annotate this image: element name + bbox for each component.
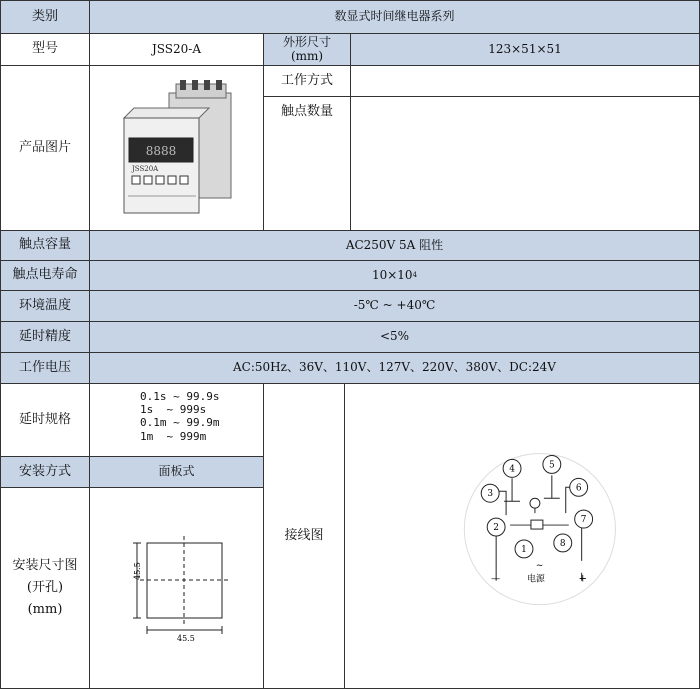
category-label: 类别 [0,0,90,34]
work-mode-value [350,65,700,97]
cutout-label: 安装尺寸图 (开孔) (mm) [0,487,90,689]
product-image-label: 产品图片 [0,65,90,231]
pin-2: 2 [493,523,499,534]
category-value: 数显式时间继电器系列 [89,0,700,34]
delay-spec-label: 延时规格 [0,383,90,457]
electrical-life-value: 10×10 4 [89,260,700,291]
delay-accuracy-value: <5% [89,321,700,353]
ambient-temp-label: 环境温度 [0,290,90,322]
delay-spec-line: 0.1s ~ 99.9s [140,390,220,403]
power-plus-label: + [578,573,588,585]
operating-voltage-value: AC:50Hz、36V、110V、127V、220V、380V、DC:24V [89,352,700,384]
pin-6: 6 [575,483,582,494]
work-mode-label: 工作方式 [263,65,351,97]
wiring-diagram-cell [344,383,700,689]
operating-voltage-label: 工作电压 [0,352,90,384]
contact-count-value [350,96,700,231]
device-model-text: JSS20A [132,165,159,173]
model-label: 型号 [0,33,90,66]
pin-5: 5 [548,460,555,471]
delay-spec-values [89,383,264,457]
pin-7: 7 [580,515,587,526]
cutout-diagram-cell [89,487,264,689]
delay-accuracy-label: 延时精度 [0,321,90,353]
pin-3: 3 [487,489,494,500]
ambient-temp-value: -5℃ ~ +40℃ [89,290,700,322]
electrical-life-label: 触点电寿命 [0,260,90,291]
delay-spec-line: 1s ~ 999s [140,403,207,417]
model-value: JSS20-A [89,33,264,66]
mounting-value: 面板式 [89,456,264,488]
contact-capacity-label: 触点容量 [0,230,90,261]
svg-text:8888: 8888 [145,144,177,158]
delay-spec-line: 0.1m ~ 99.9m [140,416,220,430]
cutout-width-dim: 45.5 [176,634,195,643]
cutout-diagram [102,508,252,668]
delay-spec-line: 1m ~ 999m [140,429,207,443]
dimensions-value: 123×51×51 [350,33,700,66]
power-minus-label: — [491,574,501,585]
product-image-cell [89,65,264,231]
power-tilde-label: ~ [535,560,544,571]
contact-capacity-value: AC250V 5A 阻性 [89,230,700,261]
dimensions-label: 外形尺寸 (mm) [263,33,351,66]
relay-photo [114,78,239,218]
mounting-label: 安装方式 [0,456,90,488]
pin-8: 8 [559,538,566,549]
power-label: 电源 [526,574,545,585]
contact-count-label: 触点数量 [263,96,351,231]
pin-1: 1 [521,544,527,555]
wiring-label: 接线图 [263,383,345,689]
pin-4: 4 [509,464,515,475]
cutout-height-dim: 45.5 [132,562,142,580]
wiring-diagram [345,383,699,689]
